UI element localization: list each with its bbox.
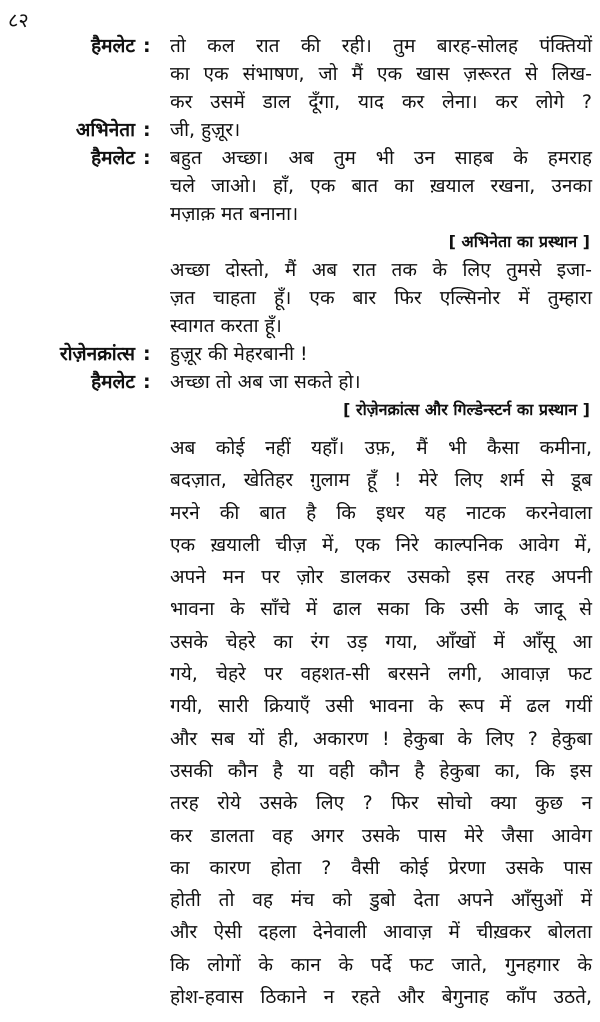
monologue-line <box>0 886 600 918</box>
monologue-line <box>0 466 600 498</box>
monologue-line <box>0 434 600 466</box>
speaker-colon: : <box>143 371 151 393</box>
monologue-line <box>0 628 600 660</box>
speaker-name: रोज़ेनक्रांत्स <box>59 343 135 365</box>
line-text: भावना के साँचे में ढाल सका कि उसी के जादू से <box>170 598 592 621</box>
dialogue-line <box>0 340 600 368</box>
stage-direction-text: [ रोज़ेनक्रांत्स और गिल्डेन्स्टर्न का प्रस्थान ] <box>343 400 590 419</box>
speaker-colon: : <box>143 343 151 365</box>
line-text: कि लोगों के कान के पर्दे फट जाते, गुनहगार के <box>170 953 592 976</box>
line-text: चले जाओ। हाँ, एक बात का ख़याल रखना, उनका <box>170 175 592 197</box>
monologue-line <box>0 789 600 821</box>
line-text: अच्छा तो अब जा सकते हो। <box>170 371 361 393</box>
dialogue-line <box>0 312 600 340</box>
monologue-line <box>0 692 600 724</box>
line-text: उसकी कौन है या वही कौन है हेकुबा का, कि इस <box>170 759 592 782</box>
dialogue-line <box>0 200 600 228</box>
speaker-colon: : <box>143 35 151 57</box>
speaker-colon: : <box>143 147 151 169</box>
line-text: मरने की बात है कि इधर यह नाटक करनेवाला <box>170 501 592 524</box>
line-text: कर उसमें डाल दूँगा, याद कर लेना। कर लोगे ? <box>170 91 592 113</box>
monologue-line <box>0 531 600 563</box>
monologue-line <box>0 757 600 789</box>
line-text: का कारण होता ? वैसी कोई प्रेरणा उसके पास <box>170 856 592 879</box>
stage-direction-text: [ अभिनेता का प्रस्थान ] <box>448 232 590 251</box>
monologue-line <box>0 951 600 983</box>
line-text: ज़त चाहता हूँ। एक बार फिर एल्सिनोर में तुम्हारा <box>170 287 592 309</box>
line-text: जी, हुज़ूर। <box>170 119 241 141</box>
dialogue-line <box>0 368 600 396</box>
monologue-line <box>0 983 600 1015</box>
speaker-name: अभिनेता <box>75 119 135 141</box>
monologue-line <box>0 854 600 886</box>
line-text: बहुत अच्छा। अब तुम भी उन साहब के हमराह <box>170 147 592 169</box>
monologue-block <box>0 434 600 1015</box>
page-number: ८२ <box>8 8 29 32</box>
dialogue-line <box>0 32 600 60</box>
line-text: एक ख़याली चीज़ में, एक निरे काल्पनिक आवेग में, <box>170 533 592 556</box>
line-text: मज़ाक़ मत बनाना। <box>170 203 299 225</box>
line-text: हुज़ूर की मेहरबानी ! <box>170 343 308 365</box>
line-text: उसके चेहरे का रंग उड़ गया, आँखों में आँसू आ <box>170 630 592 653</box>
line-text: का एक संभाषण, जो मैं एक खास ज़रूरत से लिख- <box>170 63 592 85</box>
dialogue-line <box>0 172 600 200</box>
line-text: गयी, सारी क्रियाएँ उसी भावना के रूप में ढल गयीं <box>170 695 592 718</box>
stage-direction <box>0 396 600 424</box>
monologue-line <box>0 725 600 757</box>
line-text: बदज़ात, खेतिहर ग़ुलाम हूँ ! मेरे लिए शर्म से डूब <box>170 469 592 492</box>
dialogue-line <box>0 284 600 312</box>
speaker-name: हैमलेट <box>91 147 135 169</box>
line-text: स्वागत करता हूँ। <box>170 315 282 337</box>
speaker-name: हैमलेट <box>91 35 135 57</box>
line-text: होश-हवास ठिकाने न रहते और बेगुनाह काँप उठते, <box>170 986 592 1009</box>
monologue-line <box>0 563 600 595</box>
dialogue-line <box>0 116 600 144</box>
monologue-line <box>0 499 600 531</box>
dialogue-line <box>0 256 600 284</box>
dialogue-line <box>0 88 600 116</box>
monologue-line <box>0 822 600 854</box>
dialogue-block <box>0 32 600 424</box>
speaker-name: हैमलेट <box>91 371 135 393</box>
dialogue-line <box>0 144 600 172</box>
line-text: और ऐसी दहला देनेवाली आवाज़ में चीख़कर बोलता <box>170 921 592 944</box>
line-text: अच्छा दोस्तो, मैं अब रात तक के लिए तुमसे इजा- <box>170 259 592 281</box>
line-text: होती तो वह मंच को डुबो देता अपने आँसुओं में <box>170 889 592 912</box>
dialogue-line <box>0 60 600 88</box>
line-text: गये, चेहरे पर वहशत-सी बरसने लगी, आवाज़ फट <box>170 663 592 686</box>
monologue-line <box>0 918 600 950</box>
line-text: कर डालता वह अगर उसके पास मेरे जैसा आवेग <box>170 824 592 847</box>
stage-direction <box>0 228 600 256</box>
line-text: तरह रोये उसके लिए ? फिर सोचो क्या कुछ न <box>170 792 592 815</box>
monologue-line <box>0 660 600 692</box>
line-text: अपने मन पर ज़ोर डालकर उसको इस तरह अपनी <box>170 566 592 589</box>
speaker-colon: : <box>143 119 151 141</box>
monologue-line <box>0 595 600 627</box>
line-text: और सब यों ही, अकारण ! हेकुबा के लिए ? हेकुबा <box>170 727 592 750</box>
line-text: अब कोई नहीं यहाँ। उफ़, मैं भी कैसा कमीना, <box>170 437 592 459</box>
line-text: तो कल रात की रही। तुम बारह-सोलह पंक्तियों <box>170 35 592 57</box>
